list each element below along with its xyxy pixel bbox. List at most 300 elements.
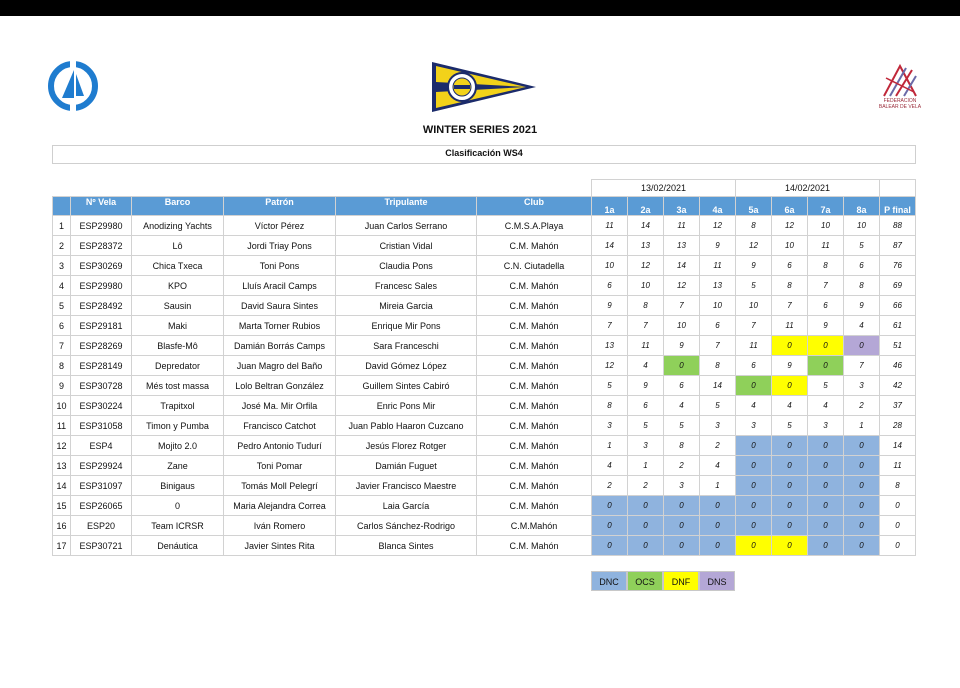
row-club: C.M. Mahón (477, 416, 592, 436)
row-race-score: 6 (736, 356, 772, 376)
row-race-score: 3 (808, 416, 844, 436)
row-race-score: 0 (736, 496, 772, 516)
row-skipper: David Saura Sintes (224, 296, 336, 316)
row-race-score: 12 (628, 256, 664, 276)
top-black-bar (0, 0, 960, 16)
row-race-score: 7 (736, 316, 772, 336)
row-race-score: 6 (844, 256, 880, 276)
legend (591, 571, 735, 591)
row-sail-number: ESP28269 (71, 336, 132, 356)
row-race-score: 6 (628, 396, 664, 416)
row-race-score: 10 (844, 216, 880, 236)
row-position: 16 (53, 516, 71, 536)
row-club: C.M. Mahón (477, 496, 592, 516)
col-vela: Nº Vela (71, 197, 132, 216)
row-race-score: 10 (664, 316, 700, 336)
row-race-score: 11 (700, 256, 736, 276)
row-crew: Enrique Mir Pons (336, 316, 477, 336)
col-race-7: 7a (808, 197, 844, 216)
row-crew: Cristian Vidal (336, 236, 477, 256)
row-race-score: 10 (700, 296, 736, 316)
row-race-score: 14 (700, 376, 736, 396)
row-race-score: 2 (664, 456, 700, 476)
row-race-score: 5 (736, 276, 772, 296)
row-race-score: 0 (772, 476, 808, 496)
legend-dnc: DNC (591, 571, 627, 591)
row-club: C.M. Mahón (477, 476, 592, 496)
row-final-points: 76 (880, 256, 916, 276)
row-race-score: 10 (628, 276, 664, 296)
row-skipper: Javier Sintes Rita (224, 536, 336, 556)
row-position: 14 (53, 476, 71, 496)
row-race-score: 10 (592, 256, 628, 276)
row-race-score: 4 (664, 396, 700, 416)
row-race-score: 0 (844, 536, 880, 556)
table-row (53, 296, 916, 316)
row-race-score: 9 (628, 376, 664, 396)
row-race-score: 8 (772, 276, 808, 296)
col-pos (53, 197, 71, 216)
row-race-score: 0 (736, 476, 772, 496)
row-race-score: 2 (592, 476, 628, 496)
row-sail-number: ESP30269 (71, 256, 132, 276)
row-race-score: 12 (664, 276, 700, 296)
row-skipper: Damián Borrás Camps (224, 336, 336, 356)
row-position: 7 (53, 336, 71, 356)
col-patron: Patrón (224, 197, 336, 216)
row-race-score: 0 (808, 496, 844, 516)
row-sail-number: ESP26065 (71, 496, 132, 516)
row-club: C.M. Mahón (477, 296, 592, 316)
col-race-2: 2a (628, 197, 664, 216)
row-sail-number: ESP31058 (71, 416, 132, 436)
row-crew: Mireia Garcia (336, 296, 477, 316)
row-race-score: 6 (700, 316, 736, 336)
row-race-score: 3 (736, 416, 772, 436)
row-sail-number: ESP29980 (71, 276, 132, 296)
table-row (53, 536, 916, 556)
row-race-score: 8 (664, 436, 700, 456)
row-boat: Team ICRSR (132, 516, 224, 536)
row-skipper: Iván Romero (224, 516, 336, 536)
row-final-points: 11 (880, 456, 916, 476)
row-skipper: Maria Alejandra Correa (224, 496, 336, 516)
row-position: 11 (53, 416, 71, 436)
page-subtitle: Clasificación WS4 (52, 145, 916, 164)
row-race-score: 11 (736, 336, 772, 356)
row-skipper: Francisco Catchot (224, 416, 336, 436)
row-race-score: 6 (592, 276, 628, 296)
row-race-score: 4 (592, 456, 628, 476)
row-race-score: 0 (772, 436, 808, 456)
row-position: 10 (53, 396, 71, 416)
row-club: C.M. Mahón (477, 276, 592, 296)
row-boat: Blasfe-Mô (132, 336, 224, 356)
row-race-score: 8 (736, 216, 772, 236)
club-logo (47, 60, 99, 112)
row-race-score: 0 (808, 336, 844, 356)
row-skipper: Pedro Antonio Tudurí (224, 436, 336, 456)
row-club: C.M. Mahón (477, 356, 592, 376)
row-race-score: 0 (844, 336, 880, 356)
row-final-points: 0 (880, 496, 916, 516)
row-race-score: 13 (664, 236, 700, 256)
row-crew: Francesc Sales (336, 276, 477, 296)
col-race-4: 4a (700, 197, 736, 216)
federation-logo (876, 62, 924, 112)
row-race-score: 0 (772, 516, 808, 536)
row-race-score: 11 (592, 216, 628, 236)
row-race-score: 0 (772, 536, 808, 556)
row-race-score: 0 (736, 376, 772, 396)
col-final: P final (880, 197, 916, 216)
table-row (53, 316, 916, 336)
row-final-points: 66 (880, 296, 916, 316)
table-row (53, 336, 916, 356)
row-race-score: 0 (736, 436, 772, 456)
row-crew: Sara Franceschi (336, 336, 477, 356)
row-race-score: 9 (772, 356, 808, 376)
row-skipper: Tomás Moll Pelegrí (224, 476, 336, 496)
row-race-score: 12 (772, 216, 808, 236)
row-skipper: José Ma. Mir Orfila (224, 396, 336, 416)
row-boat: Maki (132, 316, 224, 336)
row-crew: Enric Pons Mir (336, 396, 477, 416)
row-final-points: 61 (880, 316, 916, 336)
row-race-score: 8 (844, 276, 880, 296)
row-club: C.M. Mahón (477, 316, 592, 336)
row-club: C.M. Mahón (477, 376, 592, 396)
row-race-score: 0 (808, 356, 844, 376)
table-row (53, 376, 916, 396)
row-race-score: 11 (808, 236, 844, 256)
row-crew: Juan Pablo Haaron Cuzcano (336, 416, 477, 436)
row-position: 8 (53, 356, 71, 376)
row-race-score: 9 (700, 236, 736, 256)
row-race-score: 3 (844, 376, 880, 396)
row-crew: Carlos Sánchez-Rodrigo (336, 516, 477, 536)
table-row (53, 436, 916, 456)
row-race-score: 0 (592, 516, 628, 536)
row-race-score: 7 (772, 296, 808, 316)
row-race-score: 0 (844, 436, 880, 456)
row-boat: Anodizing Yachts (132, 216, 224, 236)
row-boat: Lô (132, 236, 224, 256)
row-race-score: 0 (628, 516, 664, 536)
federation-name: FEDERACION BALEAR DE VELA (878, 98, 922, 110)
row-race-score: 12 (592, 356, 628, 376)
row-race-score: 0 (736, 536, 772, 556)
row-boat: Binigaus (132, 476, 224, 496)
table-row (53, 276, 916, 296)
row-race-score: 5 (700, 396, 736, 416)
row-race-score: 3 (592, 416, 628, 436)
row-race-score: 0 (808, 516, 844, 536)
row-race-score: 2 (628, 476, 664, 496)
row-final-points: 69 (880, 276, 916, 296)
row-sail-number: ESP30224 (71, 396, 132, 416)
row-position: 5 (53, 296, 71, 316)
row-race-score: 8 (628, 296, 664, 316)
row-race-score: 14 (592, 236, 628, 256)
row-position: 17 (53, 536, 71, 556)
row-race-score: 10 (736, 296, 772, 316)
row-boat: 0 (132, 496, 224, 516)
row-race-score: 0 (772, 376, 808, 396)
row-boat: Depredator (132, 356, 224, 376)
row-position: 13 (53, 456, 71, 476)
row-final-points: 46 (880, 356, 916, 376)
row-skipper: Víctor Pérez (224, 216, 336, 236)
row-race-score: 2 (844, 396, 880, 416)
row-race-score: 5 (844, 236, 880, 256)
row-crew: Guillem Sintes Cabiró (336, 376, 477, 396)
col-barco: Barco (132, 197, 224, 216)
row-position: 1 (53, 216, 71, 236)
row-race-score: 9 (844, 296, 880, 316)
row-race-score: 4 (808, 396, 844, 416)
row-race-score: 5 (808, 376, 844, 396)
row-club: C.M. Mahón (477, 536, 592, 556)
row-race-score: 13 (628, 236, 664, 256)
table-row (53, 516, 916, 536)
row-race-score: 1 (700, 476, 736, 496)
row-sail-number: ESP28372 (71, 236, 132, 256)
row-club: C.N. Ciutadella (477, 256, 592, 276)
row-race-score: 12 (700, 216, 736, 236)
row-club: C.M. Mahón (477, 456, 592, 476)
row-position: 2 (53, 236, 71, 256)
row-race-score: 7 (628, 316, 664, 336)
row-final-points: 0 (880, 536, 916, 556)
row-race-score: 13 (700, 276, 736, 296)
row-race-score: 0 (844, 476, 880, 496)
row-boat: KPO (132, 276, 224, 296)
row-race-score: 0 (808, 536, 844, 556)
row-final-points: 8 (880, 476, 916, 496)
row-sail-number: ESP29924 (71, 456, 132, 476)
row-crew: Jesús Florez Rotger (336, 436, 477, 456)
table-row (53, 236, 916, 256)
row-race-score: 0 (808, 456, 844, 476)
row-final-points: 42 (880, 376, 916, 396)
row-race-score: 8 (700, 356, 736, 376)
col-race-1: 1a (592, 197, 628, 216)
col-race-3: 3a (664, 197, 700, 216)
row-race-score: 3 (628, 436, 664, 456)
row-race-score: 0 (772, 496, 808, 516)
row-position: 4 (53, 276, 71, 296)
row-race-score: 1 (628, 456, 664, 476)
row-race-score: 6 (664, 376, 700, 396)
row-race-score: 0 (664, 516, 700, 536)
row-club: C.M. Mahón (477, 236, 592, 256)
row-position: 12 (53, 436, 71, 456)
row-skipper: Marta Torner Rubios (224, 316, 336, 336)
row-crew: David Gómez López (336, 356, 477, 376)
row-race-score: 4 (700, 456, 736, 476)
row-final-points: 88 (880, 216, 916, 236)
col-race-8: 8a (844, 197, 880, 216)
row-race-score: 7 (700, 336, 736, 356)
row-race-score: 6 (772, 256, 808, 276)
row-race-score: 2 (700, 436, 736, 456)
row-club: C.M. Mahón (477, 436, 592, 456)
row-final-points: 0 (880, 516, 916, 536)
row-club: C.M.S.A.Playa (477, 216, 592, 236)
row-race-score: 4 (772, 396, 808, 416)
row-race-score: 4 (736, 396, 772, 416)
row-race-score: 10 (808, 216, 844, 236)
row-crew: Claudia Pons (336, 256, 477, 276)
row-race-score: 0 (736, 516, 772, 536)
table-row (53, 396, 916, 416)
row-race-score: 4 (628, 356, 664, 376)
row-race-score: 0 (628, 496, 664, 516)
row-crew: Blanca Sintes (336, 536, 477, 556)
row-sail-number: ESP29181 (71, 316, 132, 336)
table-row (53, 416, 916, 436)
row-race-score: 3 (700, 416, 736, 436)
col-tripulante: Tripulante (336, 197, 477, 216)
row-boat: Sausin (132, 296, 224, 316)
row-crew: Juan Carlos Serrano (336, 216, 477, 236)
row-race-score: 11 (664, 216, 700, 236)
row-club: C.M. Mahón (477, 336, 592, 356)
row-boat: Zane (132, 456, 224, 476)
row-club: C.M. Mahón (477, 396, 592, 416)
row-race-score: 0 (808, 436, 844, 456)
table-row (53, 216, 916, 236)
row-race-score: 12 (736, 236, 772, 256)
row-race-score: 0 (700, 536, 736, 556)
row-club: C.M.Mahón (477, 516, 592, 536)
row-sail-number: ESP30721 (71, 536, 132, 556)
row-skipper: Jordi Triay Pons (224, 236, 336, 256)
row-position: 9 (53, 376, 71, 396)
row-boat: Timon y Pumba (132, 416, 224, 436)
row-skipper: Juan Magro del Baño (224, 356, 336, 376)
results-body (53, 216, 916, 556)
table-row (53, 496, 916, 516)
row-race-score: 1 (592, 436, 628, 456)
row-race-score: 0 (700, 516, 736, 536)
row-skipper: Toni Pons (224, 256, 336, 276)
row-race-score: 9 (736, 256, 772, 276)
row-race-score: 8 (808, 256, 844, 276)
row-race-score: 0 (772, 336, 808, 356)
row-final-points: 37 (880, 396, 916, 416)
row-race-score: 9 (808, 316, 844, 336)
row-crew: Javier Francisco Maestre (336, 476, 477, 496)
col-race-5: 5a (736, 197, 772, 216)
row-skipper: Lolo Beltran González (224, 376, 336, 396)
row-boat: Mojito 2.0 (132, 436, 224, 456)
table-row (53, 356, 916, 376)
row-race-score: 9 (664, 336, 700, 356)
row-race-score: 4 (844, 316, 880, 336)
row-race-score: 10 (772, 236, 808, 256)
row-race-score: 7 (592, 316, 628, 336)
row-sail-number: ESP4 (71, 436, 132, 456)
row-final-points: 28 (880, 416, 916, 436)
row-race-score: 0 (700, 496, 736, 516)
row-race-score: 11 (628, 336, 664, 356)
row-race-score: 6 (808, 296, 844, 316)
row-race-score: 0 (592, 536, 628, 556)
row-sail-number: ESP30728 (71, 376, 132, 396)
row-boat: Trapitxol (132, 396, 224, 416)
page-title: WINTER SERIES 2021 (422, 124, 538, 136)
burgee-logo (430, 60, 538, 114)
date-day-1: 13/02/2021 (592, 180, 736, 197)
date-day-2: 14/02/2021 (736, 180, 880, 197)
legend-dns: DNS (699, 571, 735, 591)
row-final-points: 87 (880, 236, 916, 256)
row-race-score: 13 (592, 336, 628, 356)
row-sail-number: ESP31097 (71, 476, 132, 496)
row-race-score: 7 (808, 276, 844, 296)
row-skipper: Lluís Aracil Camps (224, 276, 336, 296)
row-race-score: 14 (628, 216, 664, 236)
row-position: 3 (53, 256, 71, 276)
row-race-score: 0 (664, 496, 700, 516)
row-race-score: 0 (664, 536, 700, 556)
row-race-score: 9 (592, 296, 628, 316)
col-club: Club (477, 197, 592, 216)
row-race-score: 7 (844, 356, 880, 376)
row-boat: Denáutica (132, 536, 224, 556)
row-race-score: 0 (628, 536, 664, 556)
row-crew: Damián Fuguet (336, 456, 477, 476)
row-race-score: 5 (772, 416, 808, 436)
row-race-score: 8 (592, 396, 628, 416)
row-race-score: 0 (844, 496, 880, 516)
row-race-score: 7 (664, 296, 700, 316)
row-boat: Més tost massa (132, 376, 224, 396)
legend-dnf: DNF (663, 571, 699, 591)
row-sail-number: ESP20 (71, 516, 132, 536)
table-row (53, 256, 916, 276)
row-race-score: 0 (808, 476, 844, 496)
row-race-score: 5 (664, 416, 700, 436)
legend-ocs: OCS (627, 571, 663, 591)
row-skipper: Toni Pomar (224, 456, 336, 476)
row-race-score: 14 (664, 256, 700, 276)
row-race-score: 0 (592, 496, 628, 516)
row-race-score: 0 (844, 516, 880, 536)
row-position: 15 (53, 496, 71, 516)
row-race-score: 1 (844, 416, 880, 436)
row-race-score: 5 (628, 416, 664, 436)
row-sail-number: ESP28492 (71, 296, 132, 316)
table-row (53, 456, 916, 476)
row-final-points: 51 (880, 336, 916, 356)
row-race-score: 0 (736, 456, 772, 476)
row-race-score: 11 (772, 316, 808, 336)
row-sail-number: ESP28149 (71, 356, 132, 376)
row-race-score: 0 (664, 356, 700, 376)
row-race-score: 0 (844, 456, 880, 476)
row-position: 6 (53, 316, 71, 336)
row-boat: Chica Txeca (132, 256, 224, 276)
row-race-score: 0 (772, 456, 808, 476)
row-race-score: 5 (592, 376, 628, 396)
results-table (52, 179, 916, 556)
row-sail-number: ESP29980 (71, 216, 132, 236)
row-final-points: 14 (880, 436, 916, 456)
row-crew: Laia García (336, 496, 477, 516)
